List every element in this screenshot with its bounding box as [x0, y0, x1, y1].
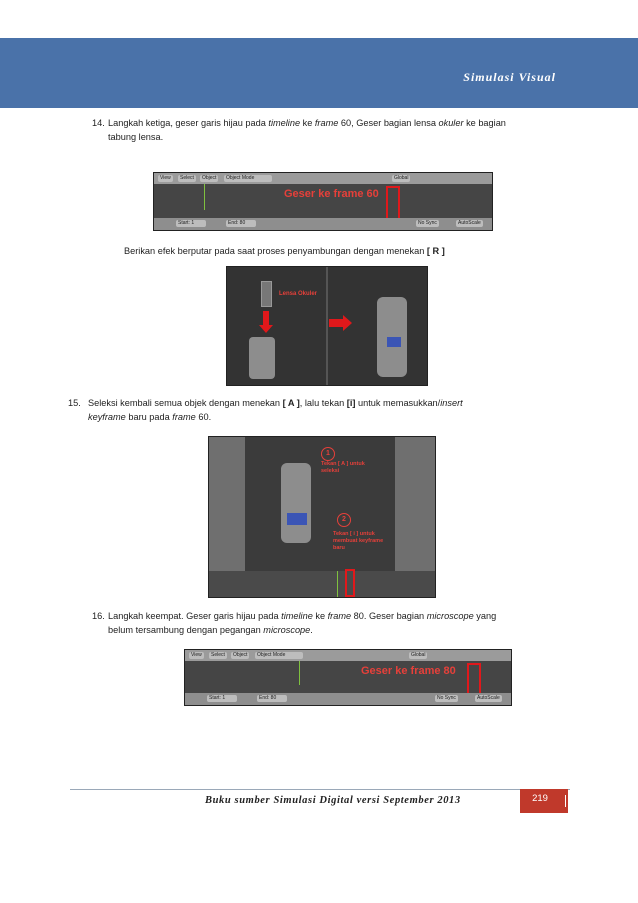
object-menu-2[interactable]: Object	[233, 652, 248, 658]
right-arrow-icon	[329, 319, 343, 327]
target-frame-marker	[386, 186, 400, 220]
global-dropdown-2[interactable]: Global	[411, 652, 426, 658]
view-menu[interactable]: View	[160, 175, 171, 181]
page-number: 219	[532, 793, 548, 804]
step-14-number: 14.	[92, 118, 105, 128]
global-dropdown[interactable]: Global	[394, 175, 409, 181]
footer-book-title: Buku sumber Simulasi Digital versi September 2013	[205, 795, 461, 806]
select-menu[interactable]: Select	[180, 175, 194, 181]
callout-1-text: Tekan [ A ] untuk seleksi	[321, 461, 365, 474]
blender-select-keyframe-screenshot	[208, 436, 436, 598]
header-title: Simulasi Visual	[463, 70, 556, 84]
target-frame-marker-2	[467, 663, 481, 695]
mode-dropdown-2[interactable]: Object Mode	[255, 652, 303, 659]
autoscale-toggle[interactable]: AutoScale	[458, 220, 481, 226]
overlay-label-lensa-okuler: Lensa Okuler	[279, 291, 318, 297]
mini-timeline[interactable]	[209, 571, 435, 597]
timeline-footer-bar	[154, 218, 492, 230]
lens-okuler-part	[261, 281, 272, 307]
down-arrow-head-icon	[259, 325, 273, 333]
mode-dropdown[interactable]: Object Mode	[224, 175, 272, 182]
down-arrow-icon	[263, 311, 269, 325]
page-number-divider	[565, 795, 566, 807]
select-menu-2[interactable]: Select	[211, 652, 225, 658]
microscope-left	[249, 337, 275, 379]
timeline-screenshot-frame-60	[153, 172, 493, 231]
timeline-area[interactable]	[154, 184, 492, 218]
mini-timeline-frame-line[interactable]	[337, 571, 338, 597]
callout-2-badge: 2	[337, 513, 351, 527]
current-frame-line-2[interactable]	[299, 661, 300, 685]
footer-rule	[70, 789, 570, 790]
timeline-area-2[interactable]	[185, 661, 511, 693]
tool-shelf	[209, 437, 245, 571]
timeline-footer-bar-2	[185, 693, 511, 705]
end-field[interactable]: End: 80	[226, 220, 256, 227]
sync-dropdown-2[interactable]: No Sync	[437, 695, 456, 701]
timeline-header-bar-2	[185, 650, 511, 661]
current-frame-line[interactable]	[204, 184, 205, 210]
view-menu-2[interactable]: View	[191, 652, 202, 658]
split-divider	[326, 267, 328, 385]
step-16-number: 16.	[92, 611, 105, 621]
start-field[interactable]: Start: 1	[176, 220, 206, 227]
overlay-label-frame-80: Geser ke frame 80	[361, 665, 456, 677]
end-field-2[interactable]: End: 80	[257, 695, 287, 702]
step-15-number: 15.	[68, 398, 81, 408]
timeline-header-bar	[154, 173, 492, 184]
lens-rotation-screenshot	[226, 266, 428, 386]
step-15-text: Seleksi kembali semua objek dengan menekan [ A ], lalu tekan [i] untuk memasukkan/insert keyframe baru pada frame 60.	[88, 398, 463, 422]
callout-2-text: Tekan [ i ] untuk membuat keyframe baru	[333, 531, 384, 551]
microscope-stage	[387, 337, 401, 347]
object-menu[interactable]: Object	[202, 175, 217, 181]
start-field-2[interactable]: Start: 1	[207, 695, 237, 702]
autoscale-toggle-2[interactable]: AutoScale	[477, 695, 500, 701]
sync-dropdown[interactable]: No Sync	[418, 220, 437, 226]
callout-1-badge: 1	[321, 447, 335, 461]
overlay-label-frame-60: Geser ke frame 60	[284, 188, 379, 200]
microscope-stage-blue	[287, 513, 307, 525]
right-arrow-head-icon	[343, 315, 352, 331]
timeline-screenshot-frame-80	[184, 649, 512, 706]
properties-panel	[395, 437, 435, 571]
step-14-text: Langkah ketiga, geser garis hijau pada timeline ke frame 60, Geser bagian lensa okuler ke bagian tabung lensa.	[108, 118, 506, 142]
mini-timeline-marker	[345, 569, 355, 597]
step-16-text: Langkah keempat. Geser garis hijau pada timeline ke frame 80. Geser bagian microscope yang belum tersambung dengan pegangan microscope.	[108, 611, 497, 635]
rotate-instruction: Berikan efek berputar pada saat proses penyambungan dengan menekan [ R ]	[124, 246, 445, 256]
microscope-model	[281, 463, 311, 543]
